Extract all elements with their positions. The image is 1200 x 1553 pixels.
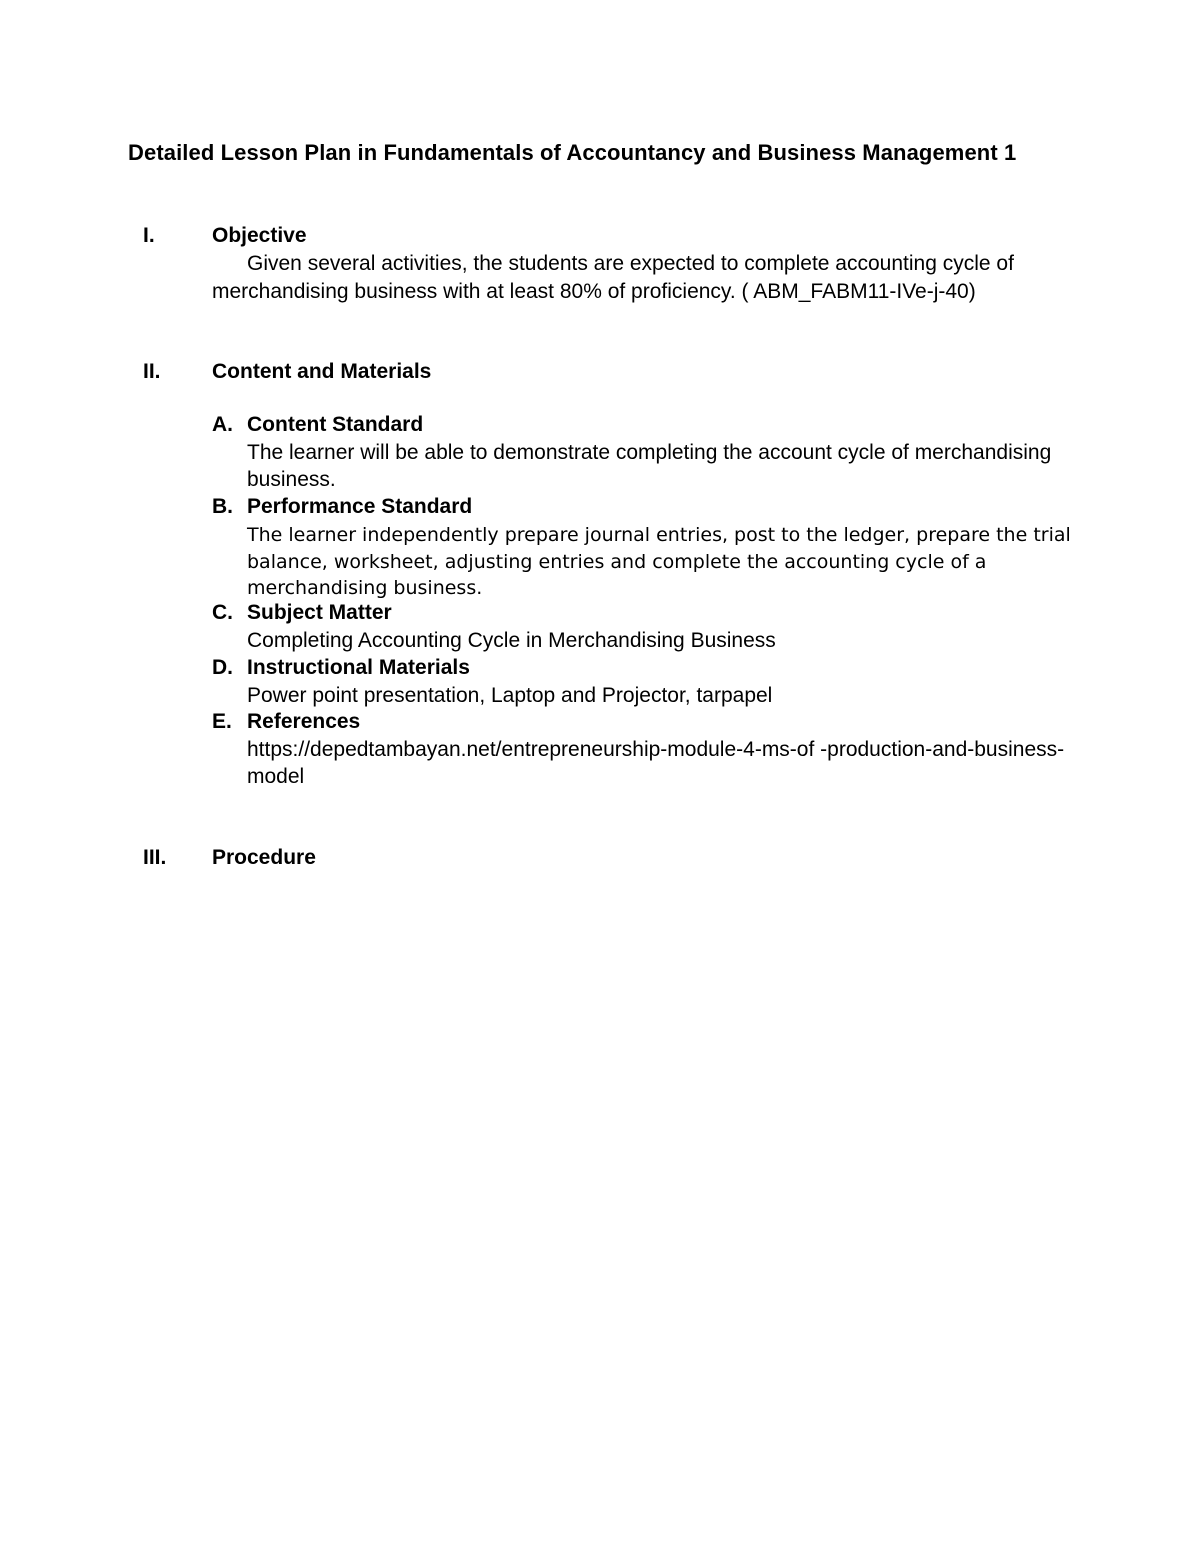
item-letter-instructional-materials: D.: [212, 656, 233, 679]
item-text-references: https://depedtambayan.net/entrepreneurship-module-4-ms-of -production-and-business-model: [247, 738, 1065, 788]
objective-text: [212, 250, 1092, 305]
objective-body: Given several activities, the students are expected to complete accounting cycle of merchandising business with at least 80% of proficiency. ( ABM_FABM11-IVe-j-40): [212, 252, 1014, 303]
section-heading-content: Content and Materials: [212, 360, 432, 383]
section-numeral-procedure: III.: [143, 846, 167, 869]
item-heading-performance-standard: Performance Standard: [247, 495, 473, 518]
document-title: Detailed Lesson Plan in Fundamentals of Accountancy and Business Management 1: [128, 140, 1017, 165]
item-letter-subject-matter: C.: [212, 601, 233, 624]
section-heading-procedure: Procedure: [212, 846, 316, 869]
item-heading-content-standard: Content Standard: [247, 413, 424, 436]
item-letter-performance-standard: B.: [212, 495, 233, 518]
item-text-performance-standard: The learner independently prepare journal entries, post to the ledger, prepare the trial balance, worksheet, adjusting entries and complete the accounting cycle of a merchandising business.: [247, 524, 1071, 599]
item-text-instructional-materials: Power point presentation, Laptop and Projector, tarpapel: [247, 684, 773, 707]
item-text-content-standard: The learner will be able to demonstrate completing the account cycle of merchandising business.: [247, 441, 1052, 491]
section-numeral-objective: I.: [143, 224, 155, 247]
item-letter-content-standard: A.: [212, 413, 233, 436]
item-letter-references: E.: [212, 710, 232, 733]
section-heading-objective: Objective: [212, 224, 307, 247]
item-heading-references: References: [247, 710, 361, 733]
section-numeral-content: II.: [143, 360, 161, 383]
item-heading-subject-matter: Subject Matter: [247, 601, 392, 624]
item-text-subject-matter: Completing Accounting Cycle in Merchandising Business: [247, 629, 776, 652]
item-heading-instructional-materials: Instructional Materials: [247, 656, 470, 679]
